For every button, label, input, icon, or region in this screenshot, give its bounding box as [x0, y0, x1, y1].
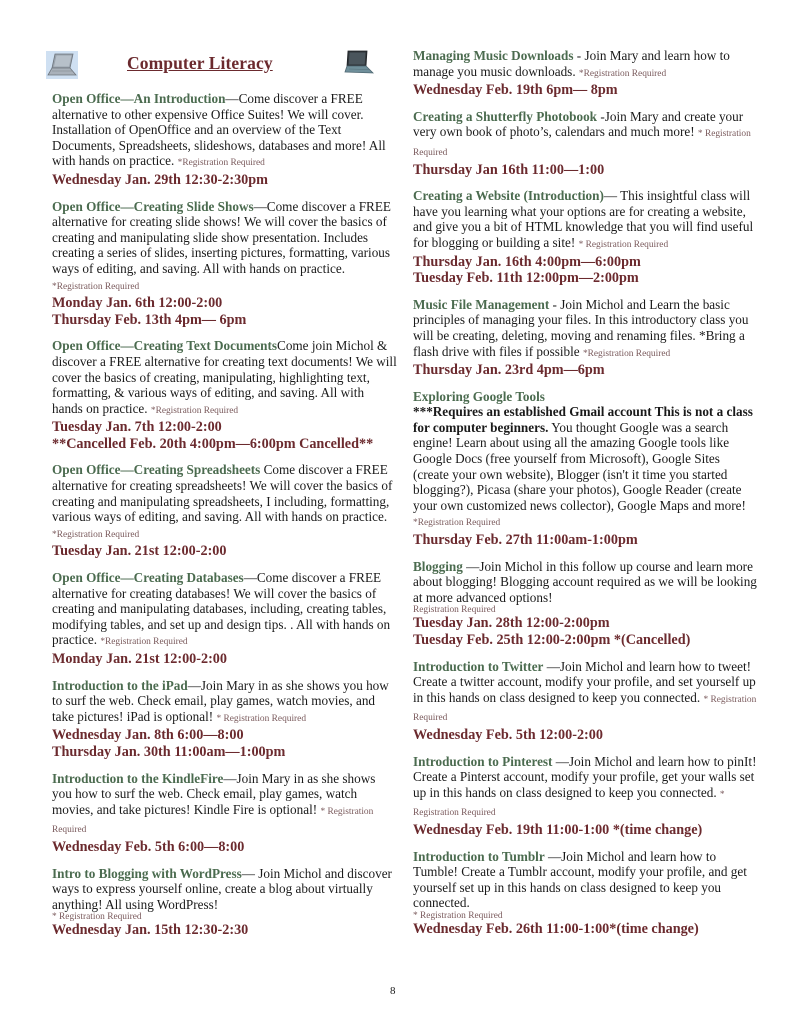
- right-column: [413, 48, 758, 948]
- course-title: Blogging: [413, 558, 463, 574]
- course-date: Wednesday Jan. 29th 12:30-2:30pm: [52, 171, 268, 188]
- registration-required-note: *Registration Required: [413, 518, 501, 529]
- course-date: Wednesday Feb. 5th 6:00—8:00: [52, 838, 245, 855]
- course-date: Tuesday Jan. 21st 12:00-2:00: [52, 543, 227, 560]
- course-description: —Come discover a FREE alternative to other expensive Office Suites! We will cover. Installation of OpenOffice and an overview of the Text Documents, Spreadsheets, slideshows, databases and more! All with hands on practice.: [52, 91, 386, 169]
- registration-required-note: Registration Required: [413, 605, 496, 616]
- course-date: Thursday Jan. 16th 4:00pm—6:00pm: [413, 253, 641, 270]
- course-description: — This insightful class will have you learning what your options are for creating a website, and give you a bit of HTML knowledge that you will find useful for blogging or building a site!: [413, 188, 754, 250]
- course-description: —Come discover a FREE alternative for creating databases! We will cover the basics of creating and manipulating databases, including, creating tables, modifying tables, and set up and design tips. . All with hands on practice.: [52, 570, 391, 648]
- course-date: Wednesday Feb. 19th 11:00-1:00 *(time change): [413, 821, 703, 838]
- course-description: Come discover a FREE alternative for creating spreadsheets! We will cover the basics of creating and manipulating spreadsheets, I including, formatting, various ways of editing, and saving. All with hands on practice.: [52, 462, 393, 525]
- course-title: Intro to Blogging with WordPress: [52, 865, 242, 881]
- course-title: Open Office—Creating Slide Shows: [52, 198, 254, 214]
- course-entry: [413, 109, 758, 178]
- registration-required-note: *Registration Required: [52, 529, 140, 540]
- course-entry: [413, 297, 758, 379]
- course-description: —Join Michol and learn how to tweet! Create a twitter account, modify your profile, and set yourself up in this hands on class designed to keep you connected.: [413, 658, 756, 705]
- course-entry: [52, 199, 397, 329]
- course-title: Managing Music Downloads: [413, 48, 574, 63]
- left-course-list: [52, 91, 397, 939]
- course-title: Introduction to Tumblr: [413, 848, 545, 864]
- course-date: Wednesday Feb. 26th 11:00-1:00*(time change): [413, 920, 699, 937]
- right-course-list: [413, 48, 758, 938]
- course-title: Open Office—Creating Text Documents: [52, 338, 278, 354]
- course-entry: [413, 849, 758, 938]
- course-title: Introduction to the KindleFire: [52, 770, 224, 786]
- course-title: Open Office—An Introduction: [52, 91, 226, 106]
- course-title: Creating a Shutterfly Photobook: [413, 108, 598, 124]
- registration-required-note: * Registration Required: [216, 713, 307, 724]
- registration-required-note: * Registration Required: [52, 806, 374, 836]
- course-title: Introduction to the iPad: [52, 677, 188, 693]
- course-description: —Join Michol in this follow up course and learn more about blogging! Blogging account required as we will be looking at more advanced options!: [413, 558, 757, 605]
- section-header: [52, 45, 397, 87]
- course-date: Tuesday Jan. 7th 12:00-2:00: [52, 419, 222, 436]
- course-date: Thursday Jan. 30th 11:00am—1:00pm: [52, 743, 286, 760]
- course-entry: [52, 771, 397, 856]
- course-date: Thursday Jan 16th 11:00—1:00: [413, 161, 605, 178]
- course-description: —Join Michol and learn how to pinIt! Create a Pinterst account, modify your profile, get your walls set up in this hands on class designed to keep you connected.: [413, 753, 757, 800]
- course-title: Introduction to Pinterest: [413, 753, 553, 769]
- course-date: Wednesday Jan. 8th 6:00—8:00: [52, 727, 244, 744]
- course-date: Wednesday Feb. 19th 6pm— 8pm: [413, 82, 618, 99]
- registration-required-note: * Registration Required: [413, 129, 751, 158]
- laptop-icon: [342, 49, 374, 77]
- course-date: Thursday Feb. 27th 11:00am-1:00pm: [413, 532, 638, 549]
- course-description: —Come discover a FREE alternative for creating slide shows! We will cover the basics of creating and manipulating slide show presentation. Includes creating a series of slides, inserting pictures, formatting, various ways of editing, and saving. All with hands on practice.: [52, 198, 391, 276]
- registration-required-note: * Registration Required: [413, 789, 725, 819]
- course-description: —Join Mary in as she shows you how to surf the web. Check email, play games, watch movies, and take pictures! iPad is optional!: [52, 677, 389, 724]
- course-entry: [413, 754, 758, 839]
- course-entry: [413, 188, 758, 287]
- course-date: Monday Jan. 6th 12:00-2:00: [52, 295, 223, 312]
- course-description: —Join Mary in as she shows you how to surf the web. Check email, play games, watch movies, and take pictures! Kindle Fire is optional!: [52, 770, 376, 817]
- course-title: Open Office—Creating Spreadsheets: [52, 462, 261, 478]
- course-requirement-note: ***Requires an established Gmail account This is not a class for computer beginners.: [413, 404, 753, 435]
- course-date: Tuesday Feb. 25th 12:00-2:00pm *(Cancelled): [413, 632, 691, 648]
- course-date: Thursday Jan. 23rd 4pm—6pm: [413, 362, 605, 379]
- course-date: Wednesday Jan. 15th 12:30-2:30: [52, 922, 249, 939]
- registration-required-note: * Registration Required: [52, 912, 142, 923]
- page-number: 8: [390, 985, 396, 997]
- registration-required-note: *Registration Required: [578, 68, 667, 79]
- course-description: You thought Google was a search engine! Learn about using all the amazing Google tools like Google Docs (free yourself from Microsoft), Google Sites (create your own website), Blogger (isn't it time you started blogging?), Picasa (share your photos), Google Reader (create your own customized news collector), Google Maps and more!: [413, 419, 746, 513]
- page-title: Computer Literacy: [127, 53, 273, 73]
- course-description: - Join Mary and learn how to manage you music downloads.: [413, 48, 730, 79]
- registration-required-note: * Registration Required: [578, 239, 669, 250]
- course-title: Open Office—Creating Databases: [52, 570, 244, 586]
- course-entry: [52, 678, 397, 761]
- course-entry: [413, 389, 758, 549]
- registration-required-note: *Registration Required: [52, 281, 140, 292]
- course-date: Tuesday Feb. 11th 12:00pm—2:00pm: [413, 270, 639, 287]
- course-title: Music File Management: [413, 296, 550, 312]
- course-date: Tuesday Jan. 28th 12:00-2:00pm: [413, 615, 610, 632]
- course-date: Wednesday Feb. 5th 12:00-2:00: [413, 726, 603, 743]
- registration-required-note: *Registration Required: [177, 158, 265, 169]
- laptop-icon: [46, 51, 78, 79]
- course-entry: [52, 462, 397, 560]
- course-description: - Join Michol and Learn the basic principles of managing your files. In this introductory class you will be creating, deleting, moving and renaming files. *Bring a flash drive with files if possible: [413, 296, 749, 359]
- course-description: -Join Mary and create your very own book of photo’s, calendars and much more!: [413, 108, 744, 140]
- course-entry: [413, 48, 758, 99]
- left-column: [52, 45, 397, 949]
- course-entry: [413, 659, 758, 744]
- registration-required-note: *Registration Required: [582, 348, 671, 359]
- course-title: Exploring Google Tools: [413, 388, 545, 404]
- registration-required-note: *Registration Required: [100, 637, 188, 648]
- course-entry: [413, 559, 758, 649]
- registration-required-note: * Registration Required: [413, 694, 757, 724]
- course-description: — Join Michol and discover ways to express yourself online, create a blog about virtually anything! All using WordPress!: [52, 865, 392, 912]
- course-entry: [52, 91, 397, 189]
- course-date: **Cancelled Feb. 20th 4:00pm—6:00pm Cancelled**: [52, 435, 374, 452]
- course-entry: [52, 866, 397, 939]
- course-entry: [52, 338, 397, 452]
- course-title: Creating a Website (Introduction): [413, 188, 604, 204]
- registration-required-note: * Registration Required: [413, 910, 503, 921]
- course-title: Introduction to Twitter: [413, 658, 544, 674]
- course-date: Monday Jan. 21st 12:00-2:00: [52, 651, 227, 667]
- course-date: Thursday Feb. 13th 4pm— 6pm: [52, 311, 247, 328]
- course-description: —Join Michol and learn how to Tumble! Create a Tumblr account, modify your profile, and get yourself set up in this hands on class designed to keep you connected.: [413, 848, 747, 911]
- course-description: Come join Michol & discover a FREE alternative for creating text documents! We will cover the basics of creating, manipulating, highlighting text, formatting, & various ways of editing, and saving. All with hands on practice.: [52, 338, 397, 416]
- registration-required-note: *Registration Required: [150, 405, 239, 416]
- course-entry: [52, 570, 397, 668]
